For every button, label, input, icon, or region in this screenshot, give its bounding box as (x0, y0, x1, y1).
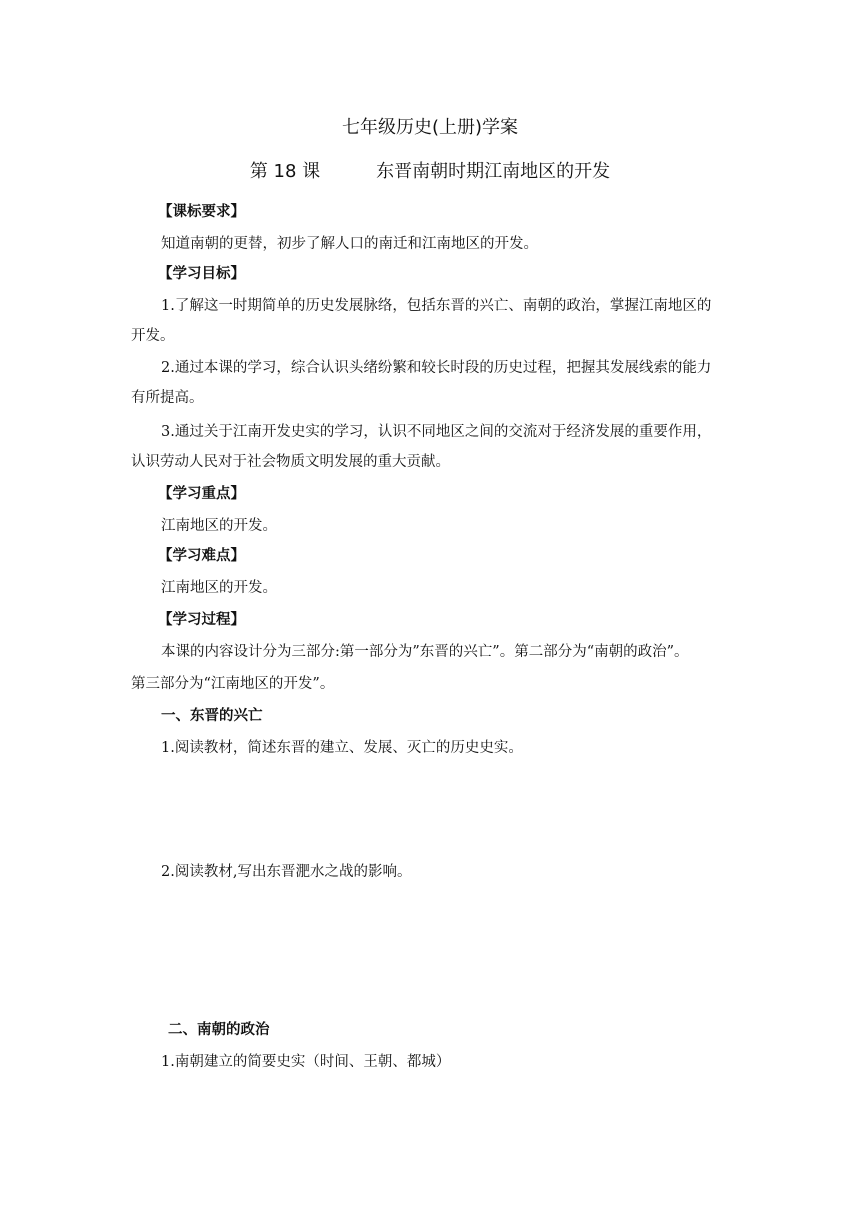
document-title: 七年级历史(上册)学案 (341, 117, 519, 138)
section-curriculum-standard: 【课标要求】 (158, 204, 245, 220)
section-learning-goals: 【学习目标】 (158, 266, 245, 282)
difficult-point-text: 江南地区的开发。 (161, 580, 277, 596)
goal-2-line-2: 有所提高。 (131, 390, 204, 406)
lesson-title: 东晋南朝时期江南地区的开发 (376, 161, 611, 182)
section-learning-process: 【学习过程】 (158, 612, 245, 628)
part-1-question-2: 2.阅读教材,写出东晋淝水之战的影响。 (161, 864, 412, 880)
part-1-question-1: 1.阅读教材，简述东晋的建立、发展、灭亡的历史史实。 (161, 740, 523, 756)
part-1-heading: 一、东晋的兴亡 (161, 708, 263, 724)
part-2-heading: 二、南朝的政治 (168, 1022, 270, 1038)
section-key-point: 【学习重点】 (158, 486, 245, 502)
key-point-text: 江南地区的开发。 (161, 518, 277, 534)
lesson-number: 第 18 课 (249, 161, 321, 182)
section-difficult-point: 【学习难点】 (158, 548, 245, 564)
part-2-question-1: 1.南朝建立的简要史实（时间、王朝、都城） (161, 1054, 451, 1070)
lesson-heading (0, 160, 860, 184)
process-line-1: 本课的内容设计分为三部分:第一部分为”东晋的兴亡”。第二部分为“南朝的政治”。 (161, 644, 689, 660)
process-line-2: 第三部分为“江南地区的开发”。 (131, 676, 335, 692)
goal-3-line-2: 认识劳动人民对于社会物质文明发展的重大贡献。 (131, 454, 450, 470)
goal-3-line-1: 3.通过关于江南开发史实的学习，认识不同地区之间的交流对于经济发展的重要作用， (161, 424, 712, 440)
standard-text: 知道南朝的更替，初步了解人口的南迁和江南地区的开发。 (161, 236, 538, 252)
goal-1-line-1: 1.了解这一时期简单的历史发展脉络，包括东晋的兴亡、南朝的政治，掌握江南地区的 (161, 298, 712, 314)
goal-1-line-2: 开发。 (131, 328, 175, 344)
goal-2-line-1: 2.通过本课的学习，综合认识头绪纷繁和较长时段的历史过程，把握其发展线索的能力 (161, 360, 712, 376)
